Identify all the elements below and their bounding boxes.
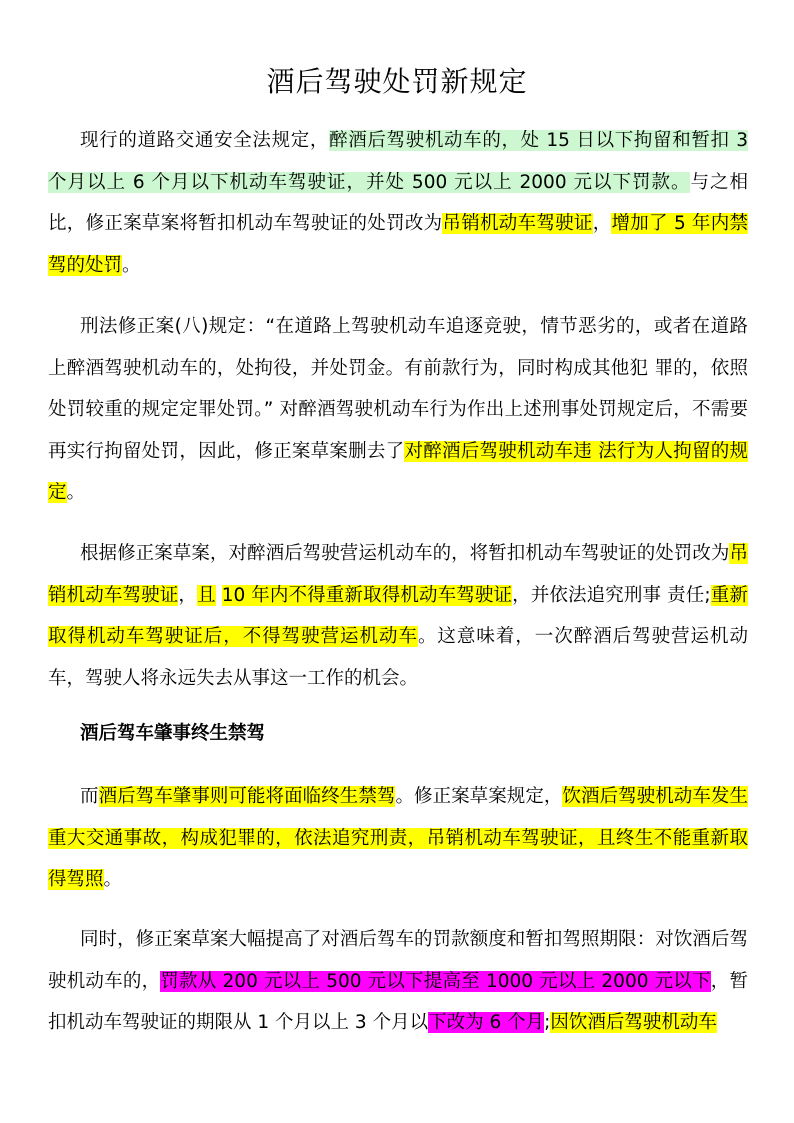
highlighted-text-yellow: 重新取得机动车驾驶证后，不得驾驶营运机动车 <box>48 584 748 647</box>
highlighted-text-yellow: 且 <box>197 584 216 606</box>
highlighted-text-yellow: 吊销机动车驾驶证 <box>48 543 748 606</box>
highlighted-text-yellow: 10 年内不得重新取得机动车驾驶证 <box>221 584 513 606</box>
text-run <box>216 585 222 606</box>
highlighted-text-yellow: 酒后驾车肇事则可能将面临终生禁驾 <box>98 786 396 807</box>
paragraph-lifetime-ban <box>48 776 748 901</box>
highlighted-text-yellow: 因饮酒后驾驶机动车 <box>550 1012 717 1033</box>
text-run: ，暂扣机动车驾驶证的期限从 1 个月以上 3 个月以 <box>48 970 748 1033</box>
text-run: 。这意味着，一次醉酒后驾驶营运机动车，驾驶人将永远失去从事这一工作的机会。 <box>48 626 748 689</box>
section-heading: 酒后驾车肇事终生禁驾 <box>80 723 266 744</box>
paragraph-criminal-law <box>48 306 748 514</box>
text-run: 根据修正案草案，对醉酒后驾驶营运机动车的，将暂扣机动车驾驶证的处罚改为 <box>80 543 730 564</box>
document-title: 酒后驾驶处罚新规定 <box>266 65 528 98</box>
paragraph-current-law <box>48 120 748 286</box>
highlighted-text-yellow: 对醉酒后驾驶机动车违 法行为人拘留的规定 <box>48 440 748 503</box>
highlighted-text-yellow: 饮酒后驾驶机动车发生重大交通事故，构成犯罪的，依法追究刑责，吊销机动车驾驶证，且终生不能重新取得驾照 <box>48 786 748 890</box>
text-run: 与之相比，修正案草案将暂扣机动车驾驶证的处罚改为 <box>48 171 748 234</box>
text-run: 。修正案草案规定， <box>395 786 563 807</box>
text-run: ; <box>544 1012 551 1033</box>
highlighted-text-green: 醉酒后驾驶机动车的，处 15 日以下拘留和暂扣 3 个月以上 6 个月以下机动车驾驶证，并处 500 元以上 2000 元以下罚款。 <box>48 130 748 193</box>
paragraph-commercial-vehicles <box>48 533 748 699</box>
text-run: 刑法修正案(八)规定：“在道路上驾驶机动车追逐竞驶，情节恶劣的，或者在道路上醉酒驾驶机动车的，处拘役，并处罚金。有前款行为，同时构成其他犯 罪的，依照处罚较重的规定定罪处罚。” 对醉酒驾驶机动车行为作出上述刑事处罚规定后，不需要再实行拘留处罚，因此，修正案草案删去了 <box>48 316 748 462</box>
text-run: ，并依法追究刑事 责任; <box>512 584 711 606</box>
text-run: ， <box>178 584 198 606</box>
paragraph-fine-increase <box>48 919 748 1044</box>
text-run: 。 <box>122 254 141 276</box>
text-run: ， <box>592 213 612 234</box>
text-run: 。 <box>66 482 86 503</box>
text-run: 同时，修正案草案大幅提高了对酒后驾车的罚款额度和暂扣驾照期限：对饮酒后驾驶机动车的， <box>48 929 748 992</box>
highlighted-text-yellow: 吊销机动车驾驶证 <box>442 213 593 234</box>
highlighted-text-yellow: 增加了 5 年内禁驾的处罚 <box>48 213 748 276</box>
text-run: 。 <box>103 869 123 890</box>
highlighted-text-magenta: 罚款从 200 元以上 500 元以下提高至 1000 元以上 2000 元以下 <box>160 970 711 992</box>
highlighted-text-magenta: 下改为 6 个月 <box>428 1012 545 1033</box>
text-run: 现行的道路交通安全法规定， <box>80 130 330 151</box>
text-run: 而 <box>80 786 99 807</box>
